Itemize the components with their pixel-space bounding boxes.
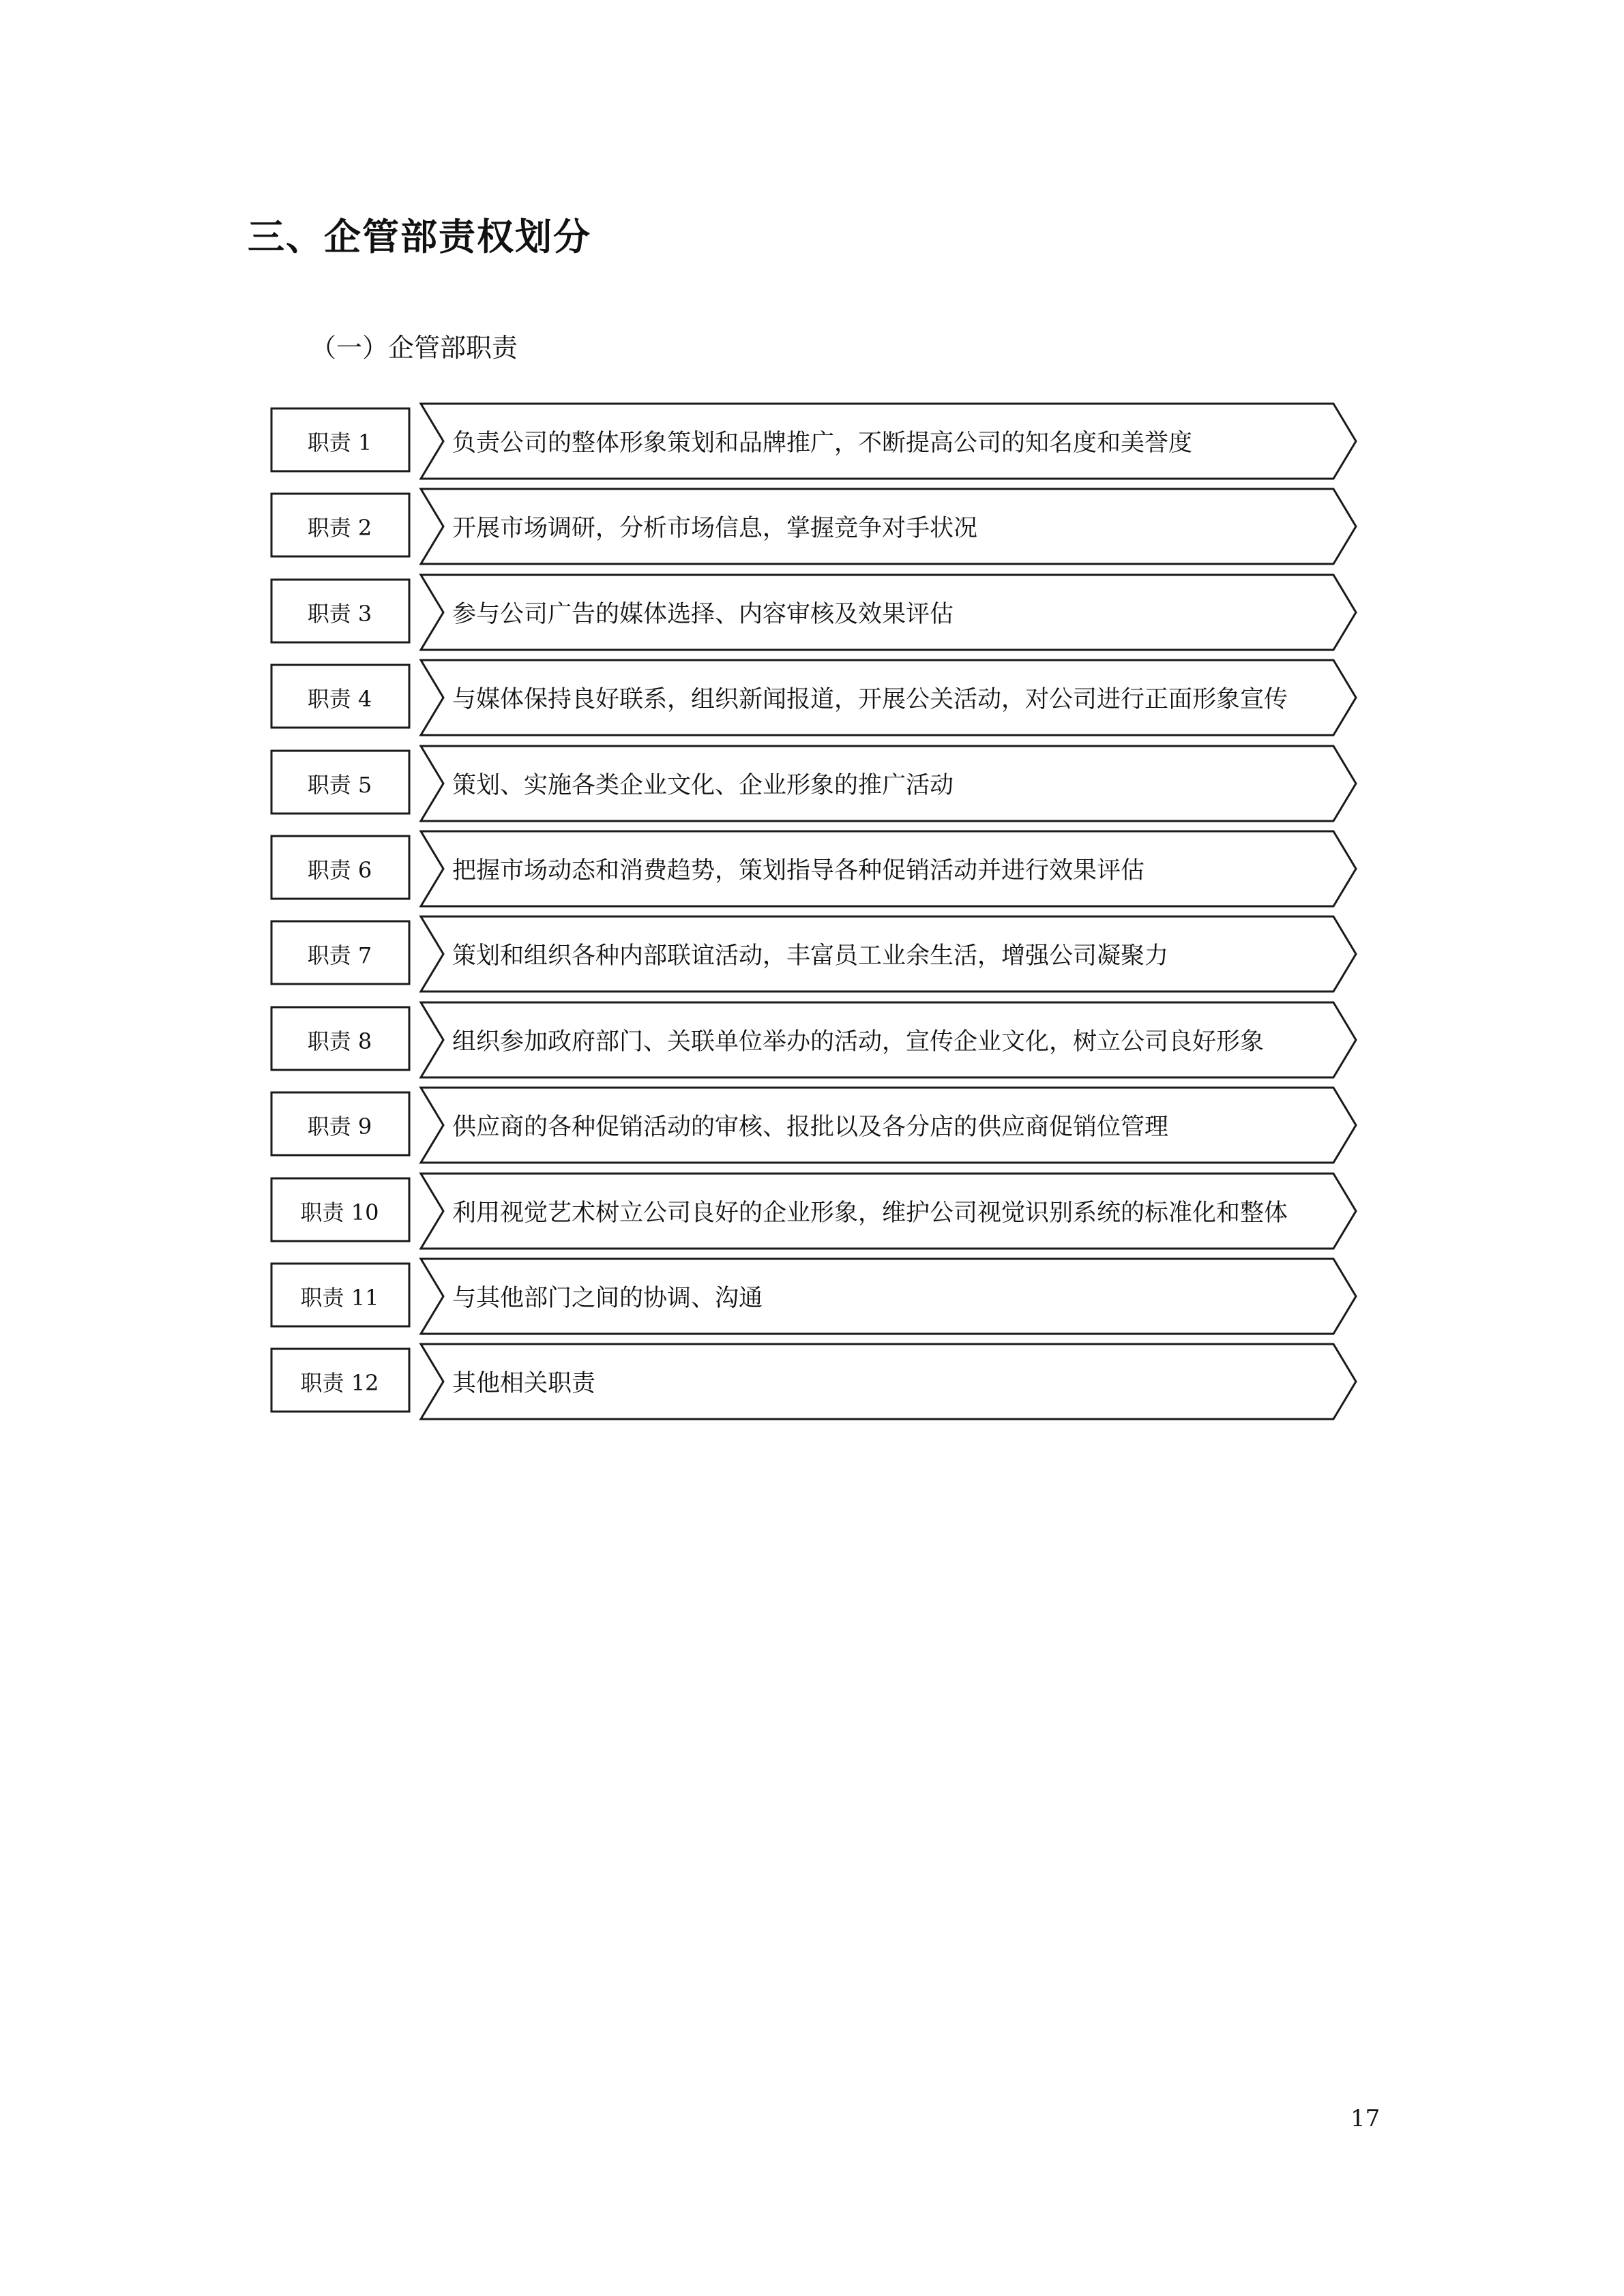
duty-label: 职责 7 <box>307 942 372 968</box>
duty-label: 职责 12 <box>300 1370 379 1396</box>
subsection-title: （一）企管部职责 <box>310 333 518 363</box>
duty-label: 职责 10 <box>300 1199 379 1225</box>
duty-text: 策划、实施各类企业文化、企业形象的推广活动 <box>452 772 954 799</box>
duty-text: 负责公司的整体形象策划和品牌推广，不断提高公司的知名度和美誉度 <box>452 430 1193 457</box>
duty-row <box>266 1172 1357 1250</box>
duty-row <box>266 573 1357 651</box>
duty-text: 供应商的各种促销活动的审核、报批以及各分店的供应商促销位管理 <box>452 1114 1169 1141</box>
duty-row <box>266 1343 1357 1420</box>
duty-row <box>266 830 1357 908</box>
duty-label: 职责 9 <box>307 1114 372 1139</box>
duty-label: 职责 4 <box>307 686 372 712</box>
duty-row <box>266 402 1357 480</box>
section-title: 三、企管部责权划分 <box>248 215 591 258</box>
page-number: 17 <box>1350 2105 1381 2132</box>
duty-row <box>266 488 1357 565</box>
duty-label: 职责 11 <box>300 1285 379 1311</box>
duty-label: 职责 3 <box>307 601 372 627</box>
duty-text: 参与公司广告的媒体选择、内容审核及效果评估 <box>452 601 954 628</box>
duty-row <box>266 659 1357 736</box>
duty-label: 职责 8 <box>307 1028 372 1054</box>
duty-row <box>266 1086 1357 1164</box>
duty-row <box>266 745 1357 822</box>
duty-text: 与媒体保持良好联系，组织新闻报道，开展公关活动，对公司进行正面形象宣传 <box>452 686 1288 713</box>
duty-row <box>266 1001 1357 1079</box>
duty-label: 职责 2 <box>307 515 372 541</box>
duty-text: 开展市场调研，分析市场信息，掌握竞争对手状况 <box>452 515 978 542</box>
duty-row <box>266 1257 1357 1335</box>
duty-label: 职责 5 <box>307 772 372 798</box>
duty-label: 职责 6 <box>307 857 372 883</box>
duty-text: 与其他部门之间的协调、沟通 <box>452 1285 763 1312</box>
duty-text: 策划和组织各种内部联谊活动，丰富员工业余生活，增强公司凝聚力 <box>452 942 1169 970</box>
duty-row <box>266 915 1357 993</box>
duty-text: 把握市场动态和消费趋势，策划指导各种促销活动并进行效果评估 <box>452 857 1145 884</box>
duty-list <box>266 402 1357 1432</box>
duty-label: 职责 1 <box>307 430 372 456</box>
duty-text: 其他相关职责 <box>452 1370 596 1397</box>
duty-text: 组织参加政府部门、关联单位举办的活动，宣传企业文化，树立公司良好形象 <box>452 1028 1265 1056</box>
duty-text: 利用视觉艺术树立公司良好的企业形象，维护公司视觉识别系统的标准化和整体 <box>452 1199 1288 1227</box>
